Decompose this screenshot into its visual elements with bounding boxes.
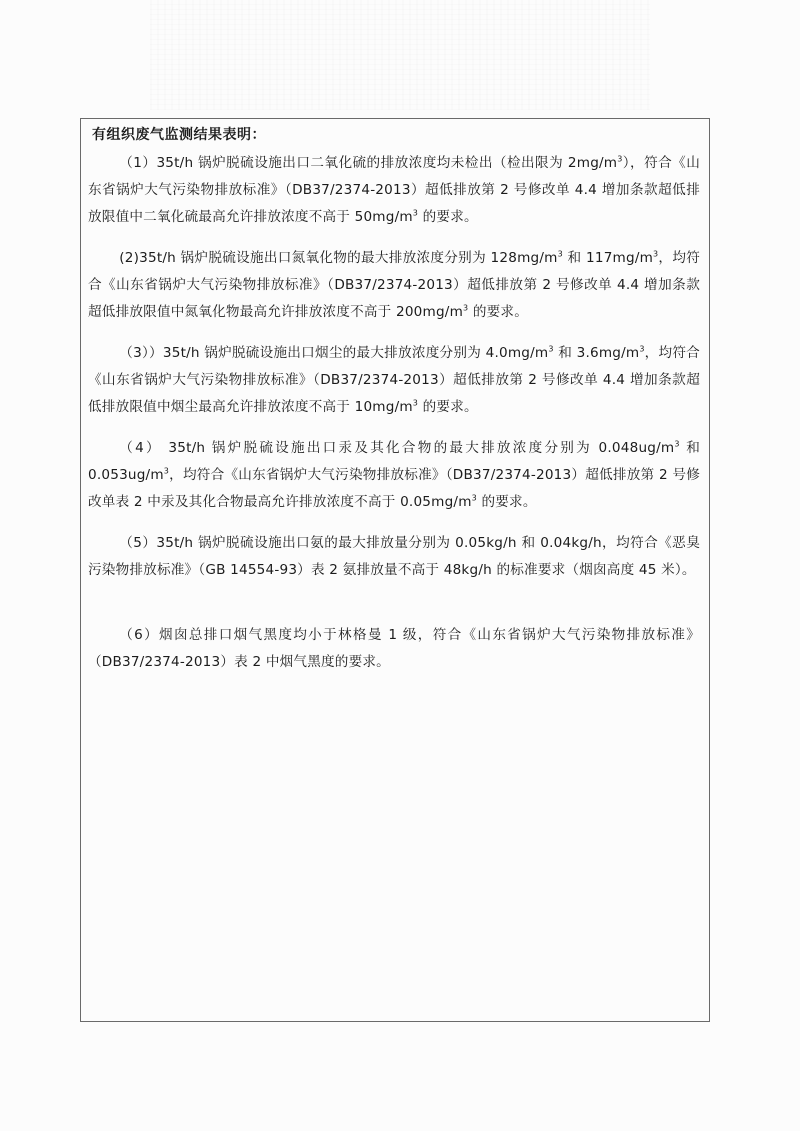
p2-text-d: 的要求。	[468, 304, 529, 320]
p4-sup-3: 3	[471, 493, 477, 503]
paragraph-2	[88, 245, 700, 326]
p4-sup-2: 3	[163, 466, 170, 476]
p2-text-a: (2)35t/h 锅炉脱硫设施出口氮氧化物的最大排放浓度分别为 128mg/m	[119, 250, 558, 266]
p2-sup-2: 3	[653, 249, 659, 259]
p2-sup-1: 3	[557, 249, 563, 259]
p2-text-c: ，均符合《山东省锅炉大气污染物排放标准》（DB37/2374-2013）超低排放第 2 号修改单 4.4 增加条款超低排放限值中氮氧化物最高允许排放浓度不高于 200mg/m	[88, 250, 700, 320]
p4-sup-1: 3	[674, 439, 680, 449]
p3-sup-2: 3	[639, 344, 645, 354]
p3-text-d: 的要求。	[418, 399, 478, 415]
p5-text: （5）35t/h 锅炉脱硫设施出口氨的最大排放量分别为 0.05kg/h 和 0.04kg/h，均符合《恶臭污染物排放标准》（GB 14554-93）表 2 氨排放量不高于 48kg/h 的标准要求（烟囱高度 45 米）。	[88, 535, 700, 578]
p1-text-b: ），符合《山东省锅炉大气污染物排放标准》（DB37/2374-2013）超低排放第 2 号修改单 4.4 增加条款超低排放限值中二氧化硫最高允许排放浓度不高于 50mg/m	[88, 155, 700, 225]
paragraph-3	[88, 340, 700, 421]
p3-text-a: （3））35t/h 锅炉脱硫设施出口烟尘的最大排放浓度分别为 4.0mg/m	[119, 345, 549, 361]
p1-text-a: （1）35t/h 锅炉脱硫设施出口二氧化硫的排放浓度均未检出（检出限为 2mg/m	[119, 155, 618, 171]
scan-noise	[150, 0, 650, 110]
p2-text-b: 和 117mg/m	[562, 250, 654, 266]
p3-text-b: 和 3.6mg/m	[553, 345, 640, 361]
results-heading: 有组织废气监测结果表明：	[92, 127, 266, 143]
paragraph-6	[88, 622, 700, 676]
p4-text-b: 和 0.053ug/m	[88, 440, 700, 483]
p1-sup-2: 3	[412, 208, 419, 218]
p4-text-a: （4） 35t/h 锅炉脱硫设施出口汞及其化合物的最大排放浓度分别为 0.048ug/m	[119, 440, 675, 456]
p1-text-c: 的要求。	[418, 209, 478, 225]
p4-text-d: 的要求。	[476, 494, 537, 510]
p1-sup-1: 3	[617, 154, 623, 164]
paragraph-1	[88, 150, 700, 231]
paragraph-5	[88, 530, 700, 584]
p3-text-c: ，均符合《山东省锅炉大气污染物排放标准》（DB37/2374-2013）超低排放第 2 号修改单 4.4 增加条款超低排放限值中烟尘最高允许排放浓度不高于 10mg/m	[88, 345, 700, 415]
p3-sup-3: 3	[412, 398, 419, 408]
p2-sup-3: 3	[463, 303, 469, 313]
p3-sup-1: 3	[548, 344, 554, 354]
p4-text-c: ，均符合《山东省锅炉大气污染物排放标准》（DB37/2374-2013）超低排放第 2 号修改单表 2 中汞及其化合物最高允许排放浓度不高于 0.05mg/m	[88, 467, 700, 510]
p6-text: （6）烟囱总排口烟气黑度均小于林格曼 1 级，符合《山东省锅炉大气污染物排放标准》（DB37/2374-2013）表 2 中烟气黑度的要求。	[88, 627, 700, 670]
paragraph-4	[88, 435, 700, 516]
